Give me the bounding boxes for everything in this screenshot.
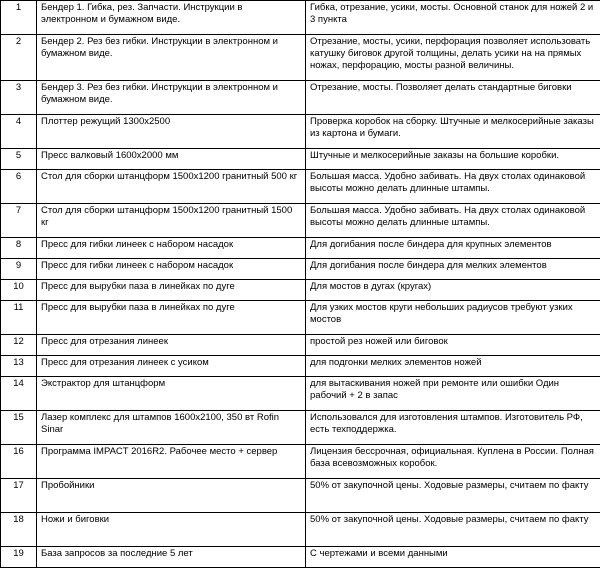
row-number: 12	[1, 335, 37, 356]
equipment-name: Стол для сборки штанцформ 1500х1200 гранитный 1500 кг	[37, 204, 306, 238]
equipment-note: Для мостов в дугах (кругах)	[306, 280, 600, 301]
equipment-note: для подгонки мелких элементов ножей	[306, 356, 600, 377]
row-number: 14	[1, 377, 37, 411]
row-number: 1	[1, 1, 37, 35]
equipment-name: Пресс валковый 1600х2000 мм	[37, 149, 306, 170]
table-row	[1, 479, 600, 513]
equipment-name: Бендер 3. Рез без гибки. Инструкции в электронном и бумажном виде.	[37, 81, 306, 115]
table-row	[1, 259, 600, 280]
equipment-name: Пресс для отрезания линеек	[37, 335, 306, 356]
table-row	[1, 81, 600, 115]
table-row	[1, 35, 600, 81]
row-number: 17	[1, 479, 37, 513]
table-row	[1, 149, 600, 170]
equipment-note: 50% от закупочной цены. Ходовые размеры, считаем по факту	[306, 513, 600, 547]
equipment-note: Для догибания после биндера для крупных элементов	[306, 238, 600, 259]
table-row	[1, 547, 600, 568]
equipment-note: Проверка коробок на сборку. Штучные и мелкосерийные заказы из картона и бумаги.	[306, 115, 600, 149]
row-number: 3	[1, 81, 37, 115]
row-number: 19	[1, 547, 37, 568]
equipment-name: Ножи и биговки	[37, 513, 306, 547]
row-number: 10	[1, 280, 37, 301]
table-row	[1, 115, 600, 149]
row-number: 9	[1, 259, 37, 280]
equipment-name: Пресс для гибки линеек с набором насадок	[37, 238, 306, 259]
equipment-note: Для догибания после биндера для мелких элементов	[306, 259, 600, 280]
equipment-note: Большая масса. Удобно забивать. На двух столах одинаковой высоты можно делать длинные штампы.	[306, 204, 600, 238]
row-number: 11	[1, 301, 37, 335]
equipment-name: Пресс для гибки линеек с набором насадок	[37, 259, 306, 280]
table-row	[1, 301, 600, 335]
equipment-name: Лазер комплекс для штампов 1600х2100, 350 вт Rofin Sinar	[37, 411, 306, 445]
equipment-name: Бендер 1. Гибка, рез. Запчасти. Инструкции в электронном и бумажном виде.	[37, 1, 306, 35]
equipment-note: Отрезание, мосты. Позволяет делать стандартные биговки	[306, 81, 600, 115]
table-row	[1, 445, 600, 479]
table-row	[1, 411, 600, 445]
equipment-name: Бендер 2. Рез без гибки. Инструкции в электронном и бумажном виде.	[37, 35, 306, 81]
table-row	[1, 238, 600, 259]
equipment-name: Пробойники	[37, 479, 306, 513]
table-row	[1, 335, 600, 356]
row-number: 18	[1, 513, 37, 547]
equipment-note: Использовался для изготовления штампов. Изготовитель РФ, есть техподдержка.	[306, 411, 600, 445]
equipment-note: Лицензия бессрочная, официальная. Куплена в России. Полная база всевозможных коробок.	[306, 445, 600, 479]
row-number: 2	[1, 35, 37, 81]
equipment-note: для вытаскивания ножей при ремонте или ошибки Один рабочий + 2 в запас	[306, 377, 600, 411]
equipment-note: Для узких мостов круги небольших радиусов требуют узких мостов	[306, 301, 600, 335]
row-number: 8	[1, 238, 37, 259]
equipment-note: 50% от закупочной цены. Ходовые размеры, считаем по факту	[306, 479, 600, 513]
table-row	[1, 280, 600, 301]
table-row	[1, 377, 600, 411]
table-row	[1, 204, 600, 238]
table-row	[1, 513, 600, 547]
equipment-name: База запросов за последние 5 лет	[37, 547, 306, 568]
row-number: 6	[1, 170, 37, 204]
table-row	[1, 1, 600, 35]
equipment-name: Экстрактор для штанцформ	[37, 377, 306, 411]
equipment-name: Плоттер режущий 1300х2500	[37, 115, 306, 149]
equipment-note: простой рез ножей или биговок	[306, 335, 600, 356]
equipment-name: Стол для сборки штанцформ 1500х1200 гранитный 500 кг	[37, 170, 306, 204]
row-number: 5	[1, 149, 37, 170]
row-number: 7	[1, 204, 37, 238]
equipment-name: Пресс для отрезания линеек с усиком	[37, 356, 306, 377]
row-number: 4	[1, 115, 37, 149]
equipment-name: Пресс для вырубки паза в линейках по дуге	[37, 301, 306, 335]
equipment-note: Большая масса. Удобно забивать. На двух столах одинаковой высоты можно делать длинные штампы.	[306, 170, 600, 204]
equipment-note: С чертежами и всеми данными	[306, 547, 600, 568]
equipment-name: Программа IMPACT 2016R2. Рабочее место + сервер	[37, 445, 306, 479]
row-number: 16	[1, 445, 37, 479]
equipment-note: Гибка, отрезание, усики, мосты. Основной станок для ножей 2 и 3 пункта	[306, 1, 600, 35]
equipment-note: Отрезание, мосты, усики, перфорация позволяет использовать катушку биговок другой толщины, делать усики на на прямых ножах, перфорацию, мосты разной величины.	[306, 35, 600, 81]
row-number: 15	[1, 411, 37, 445]
table-row	[1, 356, 600, 377]
table-row	[1, 170, 600, 204]
equipment-note: Штучные и мелкосерийные заказы на большие коробки.	[306, 149, 600, 170]
equipment-name: Пресс для вырубки паза в линейках по дуге	[37, 280, 306, 301]
row-number: 13	[1, 356, 37, 377]
